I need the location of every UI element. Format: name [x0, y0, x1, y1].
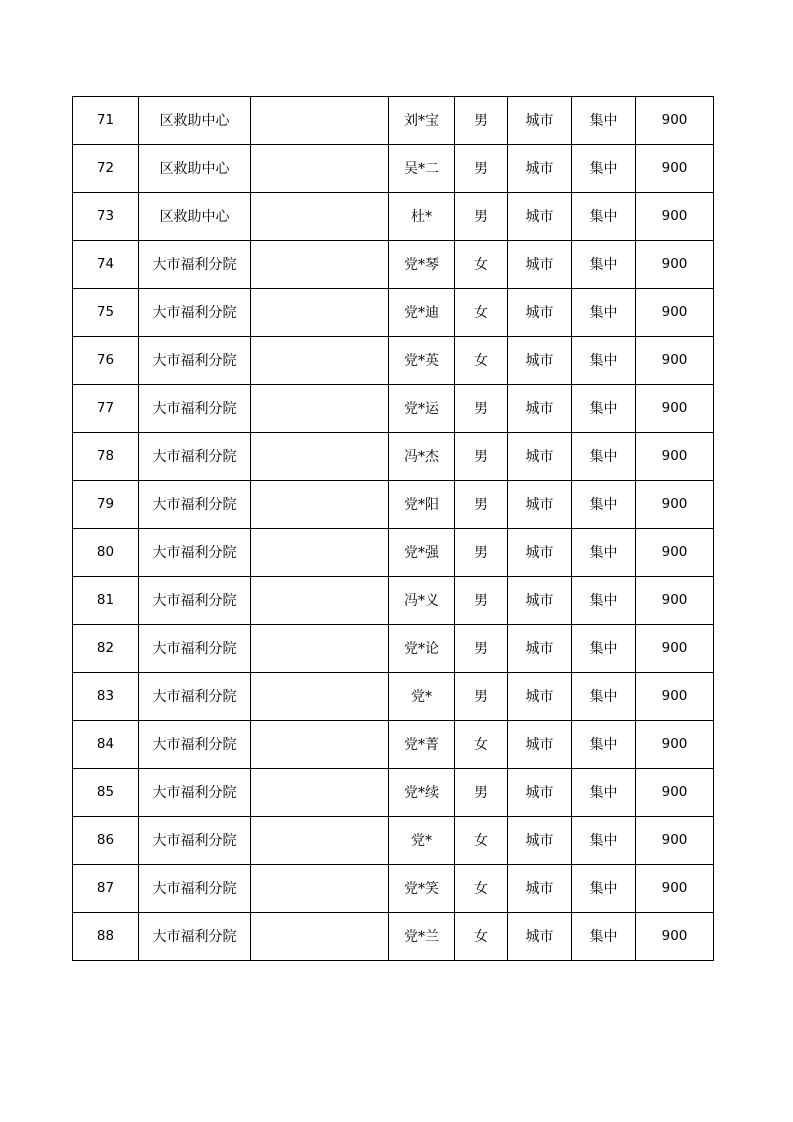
institution-cell: 大市福利分院 — [139, 385, 251, 433]
table-row — [73, 385, 714, 433]
area-cell: 城市 — [508, 913, 572, 961]
care-mode-cell: 集中 — [572, 721, 636, 769]
row-number-cell: 81 — [73, 577, 139, 625]
table-row — [73, 817, 714, 865]
row-number-cell: 76 — [73, 337, 139, 385]
area-cell: 城市 — [508, 385, 572, 433]
table-row — [73, 913, 714, 961]
institution-cell: 区救助中心 — [139, 97, 251, 145]
name-cell: 党*英 — [389, 337, 455, 385]
area-cell: 城市 — [508, 193, 572, 241]
institution-cell: 大市福利分院 — [139, 913, 251, 961]
amount-cell: 900 — [636, 241, 714, 289]
name-cell: 党* — [389, 817, 455, 865]
area-cell: 城市 — [508, 289, 572, 337]
amount-cell: 900 — [636, 529, 714, 577]
table-row — [73, 721, 714, 769]
name-cell: 党*笑 — [389, 865, 455, 913]
row-number-cell: 86 — [73, 817, 139, 865]
institution-cell: 大市福利分院 — [139, 433, 251, 481]
table-row — [73, 529, 714, 577]
table-row — [73, 625, 714, 673]
table-row — [73, 577, 714, 625]
table-row — [73, 865, 714, 913]
area-cell: 城市 — [508, 769, 572, 817]
institution-cell: 区救助中心 — [139, 193, 251, 241]
blank-cell — [251, 577, 389, 625]
blank-cell — [251, 865, 389, 913]
amount-cell: 900 — [636, 625, 714, 673]
blank-cell — [251, 913, 389, 961]
amount-cell: 900 — [636, 481, 714, 529]
row-number-cell: 79 — [73, 481, 139, 529]
blank-cell — [251, 433, 389, 481]
blank-cell — [251, 673, 389, 721]
amount-cell: 900 — [636, 145, 714, 193]
care-mode-cell: 集中 — [572, 673, 636, 721]
area-cell: 城市 — [508, 337, 572, 385]
sex-cell: 男 — [455, 97, 508, 145]
row-number-cell: 74 — [73, 241, 139, 289]
sex-cell: 女 — [455, 337, 508, 385]
care-mode-cell: 集中 — [572, 913, 636, 961]
blank-cell — [251, 289, 389, 337]
area-cell: 城市 — [508, 625, 572, 673]
amount-cell: 900 — [636, 97, 714, 145]
institution-cell: 大市福利分院 — [139, 865, 251, 913]
sex-cell: 女 — [455, 817, 508, 865]
table-row — [73, 337, 714, 385]
area-cell: 城市 — [508, 865, 572, 913]
care-mode-cell: 集中 — [572, 625, 636, 673]
care-mode-cell: 集中 — [572, 385, 636, 433]
care-mode-cell: 集中 — [572, 193, 636, 241]
row-number-cell: 77 — [73, 385, 139, 433]
sex-cell: 男 — [455, 529, 508, 577]
name-cell: 刘*宝 — [389, 97, 455, 145]
amount-cell: 900 — [636, 385, 714, 433]
amount-cell: 900 — [636, 865, 714, 913]
institution-cell: 大市福利分院 — [139, 289, 251, 337]
amount-cell: 900 — [636, 913, 714, 961]
blank-cell — [251, 337, 389, 385]
area-cell: 城市 — [508, 721, 572, 769]
amount-cell: 900 — [636, 433, 714, 481]
name-cell: 冯*义 — [389, 577, 455, 625]
recipient-table — [72, 96, 714, 961]
row-number-cell: 78 — [73, 433, 139, 481]
blank-cell — [251, 481, 389, 529]
blank-cell — [251, 529, 389, 577]
name-cell: 党*琴 — [389, 241, 455, 289]
institution-cell: 大市福利分院 — [139, 481, 251, 529]
amount-cell: 900 — [636, 817, 714, 865]
care-mode-cell: 集中 — [572, 529, 636, 577]
amount-cell: 900 — [636, 289, 714, 337]
sex-cell: 男 — [455, 385, 508, 433]
sex-cell: 男 — [455, 145, 508, 193]
blank-cell — [251, 817, 389, 865]
care-mode-cell: 集中 — [572, 241, 636, 289]
table-row — [73, 145, 714, 193]
institution-cell: 大市福利分院 — [139, 337, 251, 385]
name-cell: 党*强 — [389, 529, 455, 577]
amount-cell: 900 — [636, 721, 714, 769]
table-row — [73, 433, 714, 481]
area-cell: 城市 — [508, 817, 572, 865]
institution-cell: 区救助中心 — [139, 145, 251, 193]
care-mode-cell: 集中 — [572, 337, 636, 385]
name-cell: 党*兰 — [389, 913, 455, 961]
sex-cell: 女 — [455, 913, 508, 961]
amount-cell: 900 — [636, 577, 714, 625]
care-mode-cell: 集中 — [572, 577, 636, 625]
blank-cell — [251, 721, 389, 769]
blank-cell — [251, 145, 389, 193]
area-cell: 城市 — [508, 433, 572, 481]
amount-cell: 900 — [636, 673, 714, 721]
area-cell: 城市 — [508, 241, 572, 289]
sex-cell: 男 — [455, 625, 508, 673]
sex-cell: 女 — [455, 289, 508, 337]
sex-cell: 男 — [455, 193, 508, 241]
amount-cell: 900 — [636, 769, 714, 817]
institution-cell: 大市福利分院 — [139, 817, 251, 865]
row-number-cell: 80 — [73, 529, 139, 577]
name-cell: 党* — [389, 673, 455, 721]
blank-cell — [251, 193, 389, 241]
sex-cell: 男 — [455, 673, 508, 721]
care-mode-cell: 集中 — [572, 817, 636, 865]
name-cell: 杜* — [389, 193, 455, 241]
blank-cell — [251, 385, 389, 433]
name-cell: 党*续 — [389, 769, 455, 817]
institution-cell: 大市福利分院 — [139, 769, 251, 817]
sex-cell: 男 — [455, 577, 508, 625]
table-row — [73, 289, 714, 337]
row-number-cell: 84 — [73, 721, 139, 769]
name-cell: 党*菁 — [389, 721, 455, 769]
institution-cell: 大市福利分院 — [139, 241, 251, 289]
row-number-cell: 73 — [73, 193, 139, 241]
name-cell: 吴*二 — [389, 145, 455, 193]
blank-cell — [251, 241, 389, 289]
sex-cell: 男 — [455, 481, 508, 529]
care-mode-cell: 集中 — [572, 433, 636, 481]
care-mode-cell: 集中 — [572, 289, 636, 337]
area-cell: 城市 — [508, 673, 572, 721]
sex-cell: 男 — [455, 769, 508, 817]
sex-cell: 男 — [455, 433, 508, 481]
institution-cell: 大市福利分院 — [139, 577, 251, 625]
institution-cell: 大市福利分院 — [139, 625, 251, 673]
care-mode-cell: 集中 — [572, 145, 636, 193]
institution-cell: 大市福利分院 — [139, 673, 251, 721]
row-number-cell: 72 — [73, 145, 139, 193]
sex-cell: 女 — [455, 721, 508, 769]
row-number-cell: 82 — [73, 625, 139, 673]
sex-cell: 女 — [455, 241, 508, 289]
name-cell: 冯*杰 — [389, 433, 455, 481]
name-cell: 党*运 — [389, 385, 455, 433]
institution-cell: 大市福利分院 — [139, 529, 251, 577]
care-mode-cell: 集中 — [572, 769, 636, 817]
area-cell: 城市 — [508, 529, 572, 577]
area-cell: 城市 — [508, 97, 572, 145]
name-cell: 党*阳 — [389, 481, 455, 529]
table-body — [73, 97, 714, 961]
table-row — [73, 193, 714, 241]
amount-cell: 900 — [636, 193, 714, 241]
table-row — [73, 241, 714, 289]
care-mode-cell: 集中 — [572, 865, 636, 913]
institution-cell: 大市福利分院 — [139, 721, 251, 769]
area-cell: 城市 — [508, 145, 572, 193]
table-row — [73, 769, 714, 817]
amount-cell: 900 — [636, 337, 714, 385]
row-number-cell: 83 — [73, 673, 139, 721]
care-mode-cell: 集中 — [572, 481, 636, 529]
table-row — [73, 673, 714, 721]
area-cell: 城市 — [508, 481, 572, 529]
blank-cell — [251, 97, 389, 145]
row-number-cell: 85 — [73, 769, 139, 817]
row-number-cell: 87 — [73, 865, 139, 913]
row-number-cell: 71 — [73, 97, 139, 145]
blank-cell — [251, 769, 389, 817]
care-mode-cell: 集中 — [572, 97, 636, 145]
table-row — [73, 481, 714, 529]
sex-cell: 女 — [455, 865, 508, 913]
blank-cell — [251, 625, 389, 673]
name-cell: 党*迪 — [389, 289, 455, 337]
name-cell: 党*论 — [389, 625, 455, 673]
area-cell: 城市 — [508, 577, 572, 625]
row-number-cell: 75 — [73, 289, 139, 337]
row-number-cell: 88 — [73, 913, 139, 961]
table-row — [73, 97, 714, 145]
